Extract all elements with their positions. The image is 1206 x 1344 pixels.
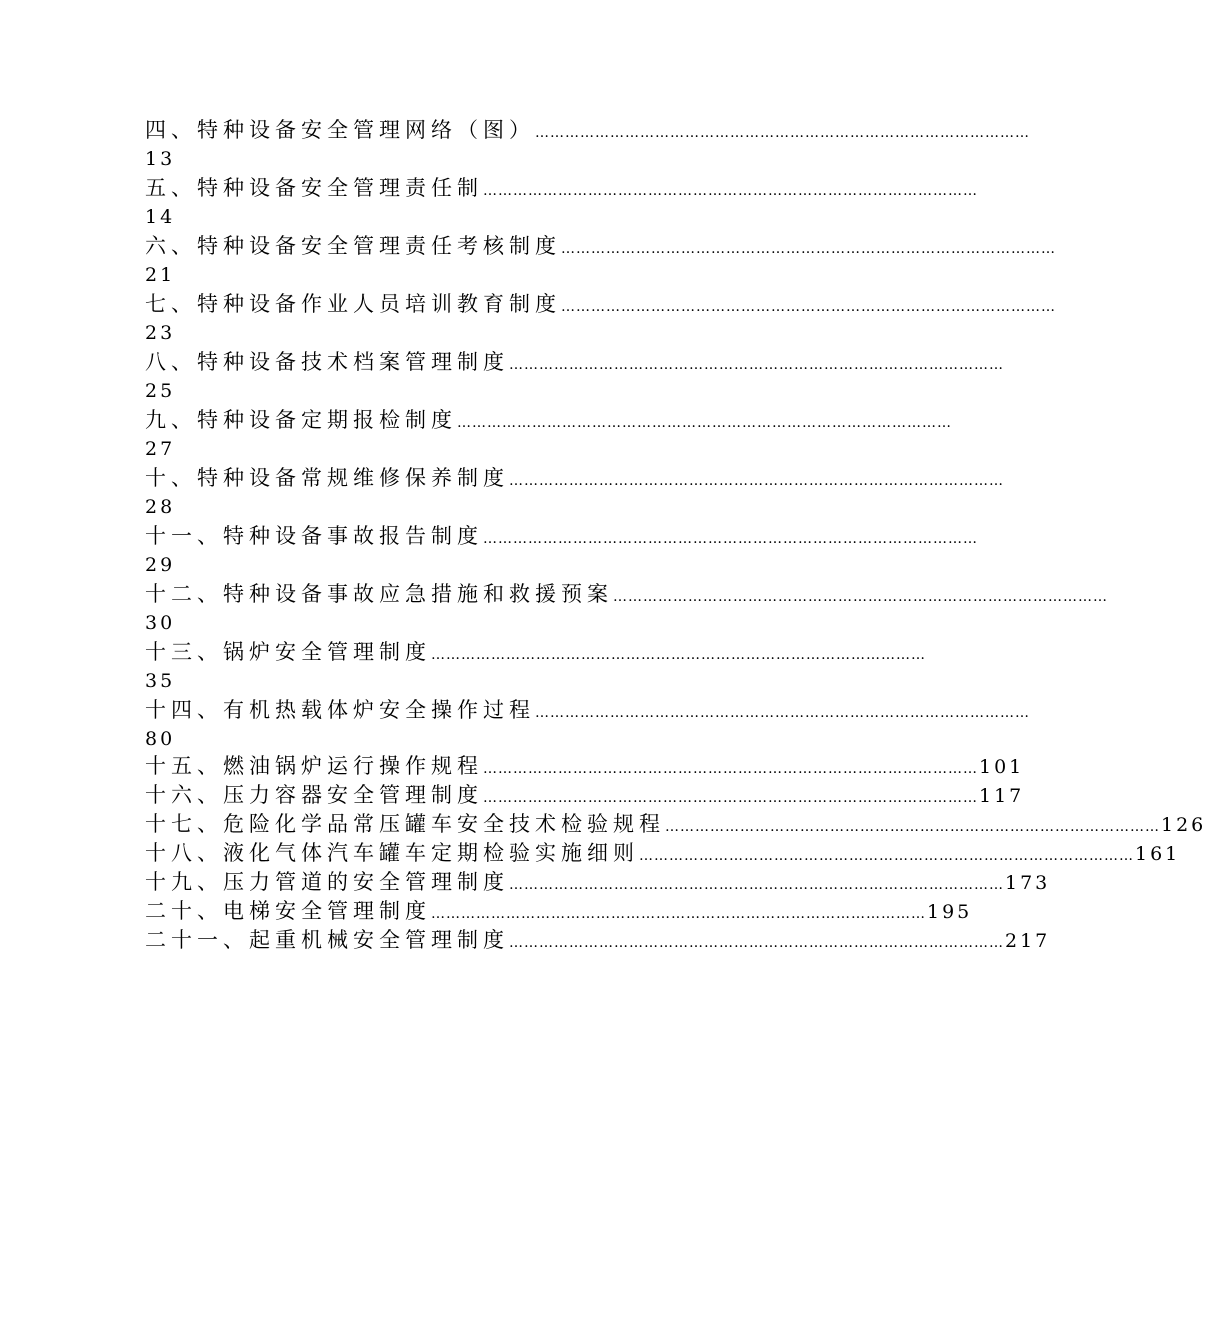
toc-entry-page: 27 bbox=[145, 438, 176, 460]
toc-entry-title: 十七、危险化学品常压罐车安全技术检验规程 bbox=[145, 812, 665, 836]
toc-entry[interactable] bbox=[145, 578, 1108, 636]
toc-entry-line bbox=[145, 114, 1030, 147]
dot-leader: ……………………………………………………………………………………… bbox=[483, 761, 978, 777]
toc-entry[interactable] bbox=[145, 636, 926, 694]
toc-entry[interactable] bbox=[145, 230, 1056, 288]
dot-leader: ……………………………………………………………………………………… bbox=[483, 183, 978, 199]
toc-entry[interactable] bbox=[145, 926, 1051, 955]
toc-entry-page: 101 bbox=[979, 756, 1025, 778]
dot-leader: ……………………………………………………………………………………… bbox=[457, 415, 952, 431]
toc-entry-page: 30 bbox=[145, 612, 176, 634]
toc-entry[interactable] bbox=[145, 404, 952, 462]
dot-leader: ……………………………………………………………………………………… bbox=[665, 819, 1160, 835]
toc-entry-title: 二十、电梯安全管理制度 bbox=[145, 899, 431, 923]
toc-entry-line bbox=[145, 288, 1056, 321]
dot-leader: ……………………………………………………………………………………… bbox=[431, 906, 926, 922]
toc-entry-title: 十一、特种设备事故报告制度 bbox=[145, 524, 483, 548]
dot-leader: ……………………………………………………………………………………… bbox=[483, 790, 978, 806]
toc-entry-title: 十八、液化气体汽车罐车定期检验实施细则 bbox=[145, 841, 639, 865]
toc-entry-page: 35 bbox=[145, 670, 176, 692]
toc-entry-line bbox=[145, 868, 1051, 897]
toc-entry-line bbox=[145, 520, 978, 553]
toc-entry[interactable] bbox=[145, 781, 1025, 810]
dot-leader: ……………………………………………………………………………………… bbox=[509, 877, 1004, 893]
dot-leader: ……………………………………………………………………………………… bbox=[613, 589, 1108, 605]
toc-entry-title: 十四、有机热载体炉安全操作过程 bbox=[145, 698, 535, 722]
toc-entry[interactable] bbox=[145, 520, 978, 578]
toc-entry-line bbox=[145, 694, 1030, 727]
toc-entry-page: 25 bbox=[145, 380, 176, 402]
toc-entry-line bbox=[145, 752, 1025, 781]
dot-leader: ……………………………………………………………………………………… bbox=[639, 848, 1134, 864]
toc-entry[interactable] bbox=[145, 172, 978, 230]
toc-entry[interactable] bbox=[145, 897, 973, 926]
toc-entry-line bbox=[145, 781, 1025, 810]
dot-leader: ……………………………………………………………………………………… bbox=[535, 705, 1030, 721]
dot-leader: ……………………………………………………………………………………… bbox=[509, 473, 1004, 489]
toc-entry-line bbox=[145, 578, 1108, 611]
toc-entry-page: 29 bbox=[145, 554, 176, 576]
toc-entry[interactable] bbox=[145, 839, 1181, 868]
toc-entry-line bbox=[145, 839, 1181, 868]
toc-entry-title: 十五、燃油锅炉运行操作规程 bbox=[145, 754, 483, 778]
toc-entry-title: 十、特种设备常规维修保养制度 bbox=[145, 466, 509, 490]
toc-entry-title: 五、特种设备安全管理责任制 bbox=[145, 176, 483, 200]
toc-entry[interactable] bbox=[145, 346, 1004, 404]
dot-leader: ……………………………………………………………………………………… bbox=[509, 357, 1004, 373]
toc-entry-line bbox=[145, 462, 1004, 495]
toc-entry[interactable] bbox=[145, 752, 1025, 781]
toc-entry-title: 十九、压力管道的安全管理制度 bbox=[145, 870, 509, 894]
dot-leader: ……………………………………………………………………………………… bbox=[535, 125, 1030, 141]
dot-leader: ……………………………………………………………………………………… bbox=[509, 935, 1004, 951]
toc-entry-page: 23 bbox=[145, 322, 176, 344]
toc-inline-entries bbox=[145, 752, 1206, 955]
toc-entry-title: 四、特种设备安全管理网络（图） bbox=[145, 118, 535, 142]
toc-entry-page: 28 bbox=[145, 496, 176, 518]
toc-entry-page: 21 bbox=[145, 264, 176, 286]
toc-entry-line bbox=[145, 404, 952, 437]
toc-entry[interactable] bbox=[145, 868, 1051, 897]
toc-entry-title: 七、特种设备作业人员培训教育制度 bbox=[145, 292, 561, 316]
toc-wrapped-entries bbox=[145, 114, 1108, 752]
toc-entry[interactable] bbox=[145, 810, 1206, 839]
toc-entry-title: 十三、锅炉安全管理制度 bbox=[145, 640, 431, 664]
dot-leader: ……………………………………………………………………………………… bbox=[561, 241, 1056, 257]
toc-entry[interactable] bbox=[145, 288, 1056, 346]
toc-entry-line bbox=[145, 172, 978, 205]
toc-entry[interactable] bbox=[145, 114, 1030, 172]
toc-entry-line bbox=[145, 926, 1051, 955]
toc-entry[interactable] bbox=[145, 694, 1030, 752]
toc-entry-line bbox=[145, 897, 973, 926]
toc-entry-page: 161 bbox=[1135, 843, 1181, 865]
toc-entry-page: 173 bbox=[1005, 872, 1051, 894]
dot-leader: ……………………………………………………………………………………… bbox=[431, 647, 926, 663]
toc-entry-line bbox=[145, 810, 1206, 839]
toc-entry-title: 十六、压力容器安全管理制度 bbox=[145, 783, 483, 807]
toc-entry-title: 六、特种设备安全管理责任考核制度 bbox=[145, 234, 561, 258]
toc-entry-line bbox=[145, 636, 926, 669]
toc-entry-line bbox=[145, 230, 1056, 263]
toc-entry-line bbox=[145, 346, 1004, 379]
toc-entry-page: 80 bbox=[145, 728, 176, 750]
toc-entry-page: 14 bbox=[145, 206, 176, 228]
toc-entry-title: 二十一、起重机械安全管理制度 bbox=[145, 928, 509, 952]
dot-leader: ……………………………………………………………………………………… bbox=[483, 531, 978, 547]
toc-entry-title: 十二、特种设备事故应急措施和救援预案 bbox=[145, 582, 613, 606]
toc-entry-page: 117 bbox=[979, 785, 1025, 807]
toc-entry-page: 195 bbox=[927, 901, 973, 923]
table-of-contents bbox=[145, 114, 1206, 955]
toc-entry-title: 九、特种设备定期报检制度 bbox=[145, 408, 457, 432]
toc-entry-page: 126 bbox=[1161, 814, 1206, 836]
toc-entry-page: 13 bbox=[145, 148, 176, 170]
dot-leader: ……………………………………………………………………………………… bbox=[561, 299, 1056, 315]
toc-entry-page: 217 bbox=[1005, 930, 1051, 952]
toc-entry-title: 八、特种设备技术档案管理制度 bbox=[145, 350, 509, 374]
toc-entry[interactable] bbox=[145, 462, 1004, 520]
